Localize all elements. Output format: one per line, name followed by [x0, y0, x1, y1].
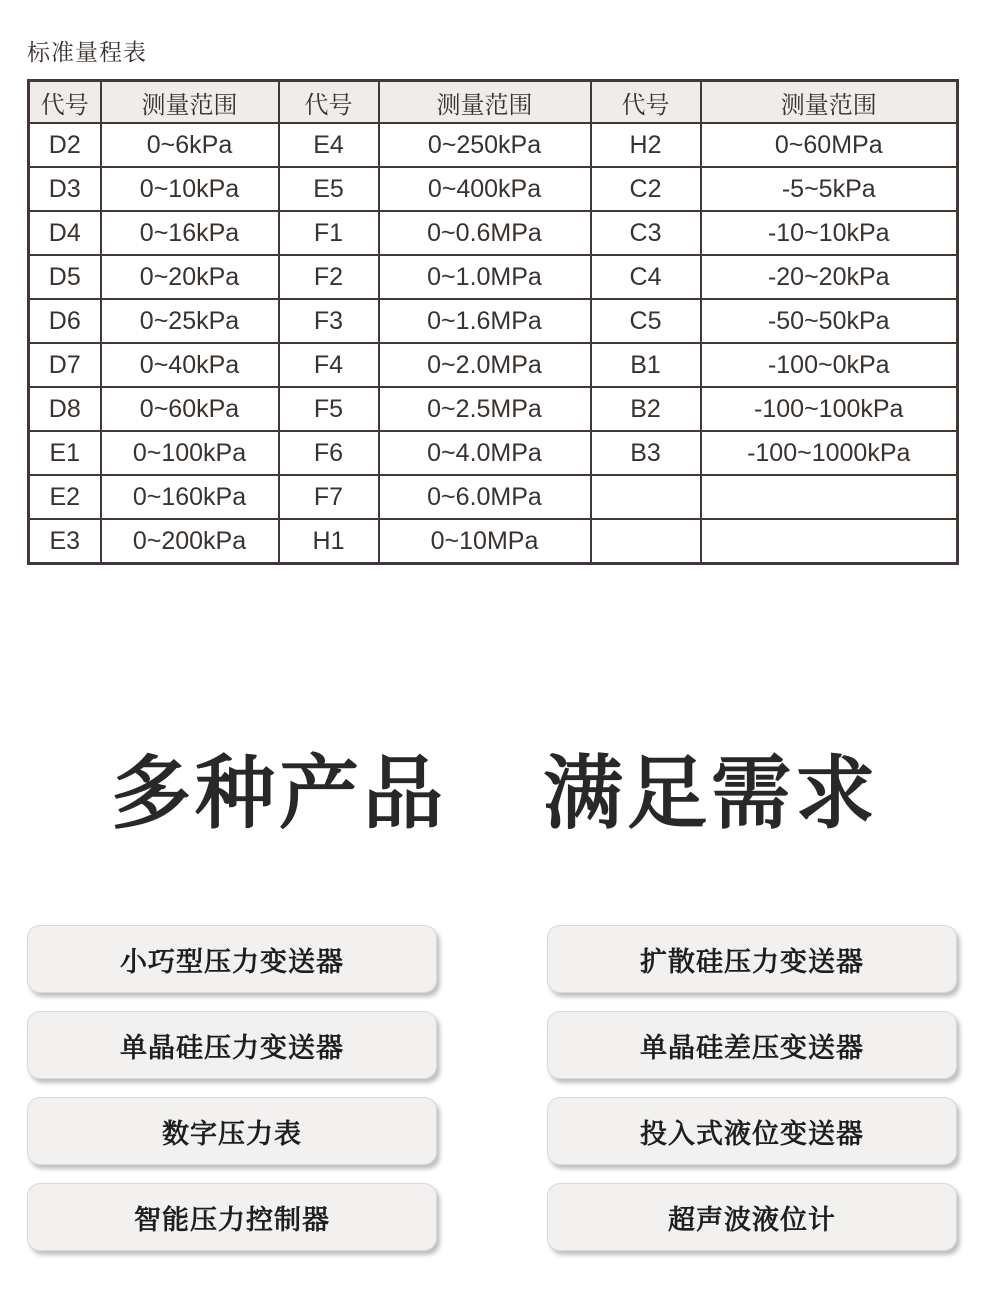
range-cell [701, 519, 958, 564]
code-cell: C3 [591, 211, 701, 255]
range-cell [701, 475, 958, 519]
product-button[interactable] [27, 1011, 437, 1079]
range-cell: 0~1.0MPa [379, 255, 591, 299]
range-table-head [29, 81, 958, 124]
code-cell: D8 [29, 387, 101, 431]
code-cell: H2 [591, 123, 701, 167]
product-button[interactable] [547, 1183, 957, 1251]
code-cell: F2 [279, 255, 379, 299]
page-heading [0, 749, 990, 838]
code-cell: B2 [591, 387, 701, 431]
table-row [29, 519, 958, 564]
range-cell: 0~160kPa [101, 475, 279, 519]
range-cell: 0~40kPa [101, 343, 279, 387]
code-cell: D4 [29, 211, 101, 255]
code-cell: E4 [279, 123, 379, 167]
code-cell: D2 [29, 123, 101, 167]
table-header-cell: 代号 [29, 81, 101, 124]
range-table-body [29, 123, 958, 564]
table-header-row [29, 81, 958, 124]
range-cell: -10~10kPa [701, 211, 958, 255]
range-cell: 0~100kPa [101, 431, 279, 475]
table-row [29, 475, 958, 519]
table-header-cell: 代号 [591, 81, 701, 124]
product-button[interactable] [27, 1097, 437, 1165]
range-cell: -50~50kPa [701, 299, 958, 343]
code-cell: D6 [29, 299, 101, 343]
range-cell: -100~1000kPa [701, 431, 958, 475]
range-cell: 0~6.0MPa [379, 475, 591, 519]
range-cell: -100~100kPa [701, 387, 958, 431]
product-button-label: 单晶硅差压变送器 [640, 1032, 864, 1063]
product-button[interactable] [547, 1011, 957, 1079]
range-cell: -5~5kPa [701, 167, 958, 211]
range-cell: 0~400kPa [379, 167, 591, 211]
range-cell: 0~6kPa [101, 123, 279, 167]
table-header-cell: 测量范围 [379, 81, 591, 124]
product-button-label: 单晶硅压力变送器 [120, 1032, 344, 1063]
table-header-cell: 测量范围 [701, 81, 958, 124]
code-cell: D5 [29, 255, 101, 299]
code-cell: E3 [29, 519, 101, 564]
code-cell: F4 [279, 343, 379, 387]
range-cell: 0~10MPa [379, 519, 591, 564]
code-cell: D7 [29, 343, 101, 387]
code-cell: B1 [591, 343, 701, 387]
code-cell: F7 [279, 475, 379, 519]
table-row [29, 123, 958, 167]
table-header-cell: 代号 [279, 81, 379, 124]
product-button[interactable] [27, 925, 437, 993]
table-row [29, 211, 958, 255]
range-cell: 0~4.0MPa [379, 431, 591, 475]
code-cell: C2 [591, 167, 701, 211]
code-cell: E1 [29, 431, 101, 475]
product-button-label: 超声波液位计 [668, 1204, 836, 1235]
code-cell: F5 [279, 387, 379, 431]
heading-part-1: 多种产品 [111, 749, 447, 838]
range-table [27, 79, 959, 565]
range-table-title: 标准量程表 [27, 39, 147, 65]
range-cell: 0~25kPa [101, 299, 279, 343]
table-row [29, 255, 958, 299]
range-cell: -100~0kPa [701, 343, 958, 387]
code-cell: B3 [591, 431, 701, 475]
product-button-label: 小巧型压力变送器 [120, 946, 344, 977]
range-cell: 0~0.6MPa [379, 211, 591, 255]
range-cell: 0~2.0MPa [379, 343, 591, 387]
table-row [29, 343, 958, 387]
table-row [29, 167, 958, 211]
code-cell: H1 [279, 519, 379, 564]
range-cell: 0~2.5MPa [379, 387, 591, 431]
range-cell: 0~16kPa [101, 211, 279, 255]
code-cell: D3 [29, 167, 101, 211]
code-cell: C5 [591, 299, 701, 343]
product-button-label: 扩散硅压力变送器 [640, 946, 864, 977]
table-row [29, 387, 958, 431]
range-cell: 0~60kPa [101, 387, 279, 431]
product-button-label: 投入式液位变送器 [640, 1118, 864, 1149]
code-cell [591, 519, 701, 564]
range-cell: 0~20kPa [101, 255, 279, 299]
product-button-label: 数字压力表 [162, 1118, 302, 1149]
heading-part-2: 满足需求 [543, 749, 879, 838]
product-button-label: 智能压力控制器 [134, 1204, 330, 1235]
product-button[interactable] [27, 1183, 437, 1251]
code-cell: E5 [279, 167, 379, 211]
range-cell: 0~250kPa [379, 123, 591, 167]
product-grid [27, 925, 957, 1251]
table-row [29, 431, 958, 475]
product-button[interactable] [547, 925, 957, 993]
code-cell: F3 [279, 299, 379, 343]
code-cell: F6 [279, 431, 379, 475]
code-cell: F1 [279, 211, 379, 255]
code-cell: E2 [29, 475, 101, 519]
range-cell: -20~20kPa [701, 255, 958, 299]
range-cell: 0~60MPa [701, 123, 958, 167]
table-row [29, 299, 958, 343]
product-button[interactable] [547, 1097, 957, 1165]
code-cell [591, 475, 701, 519]
table-header-cell: 测量范围 [101, 81, 279, 124]
code-cell: C4 [591, 255, 701, 299]
range-cell: 0~200kPa [101, 519, 279, 564]
range-cell: 0~10kPa [101, 167, 279, 211]
range-cell: 0~1.6MPa [379, 299, 591, 343]
